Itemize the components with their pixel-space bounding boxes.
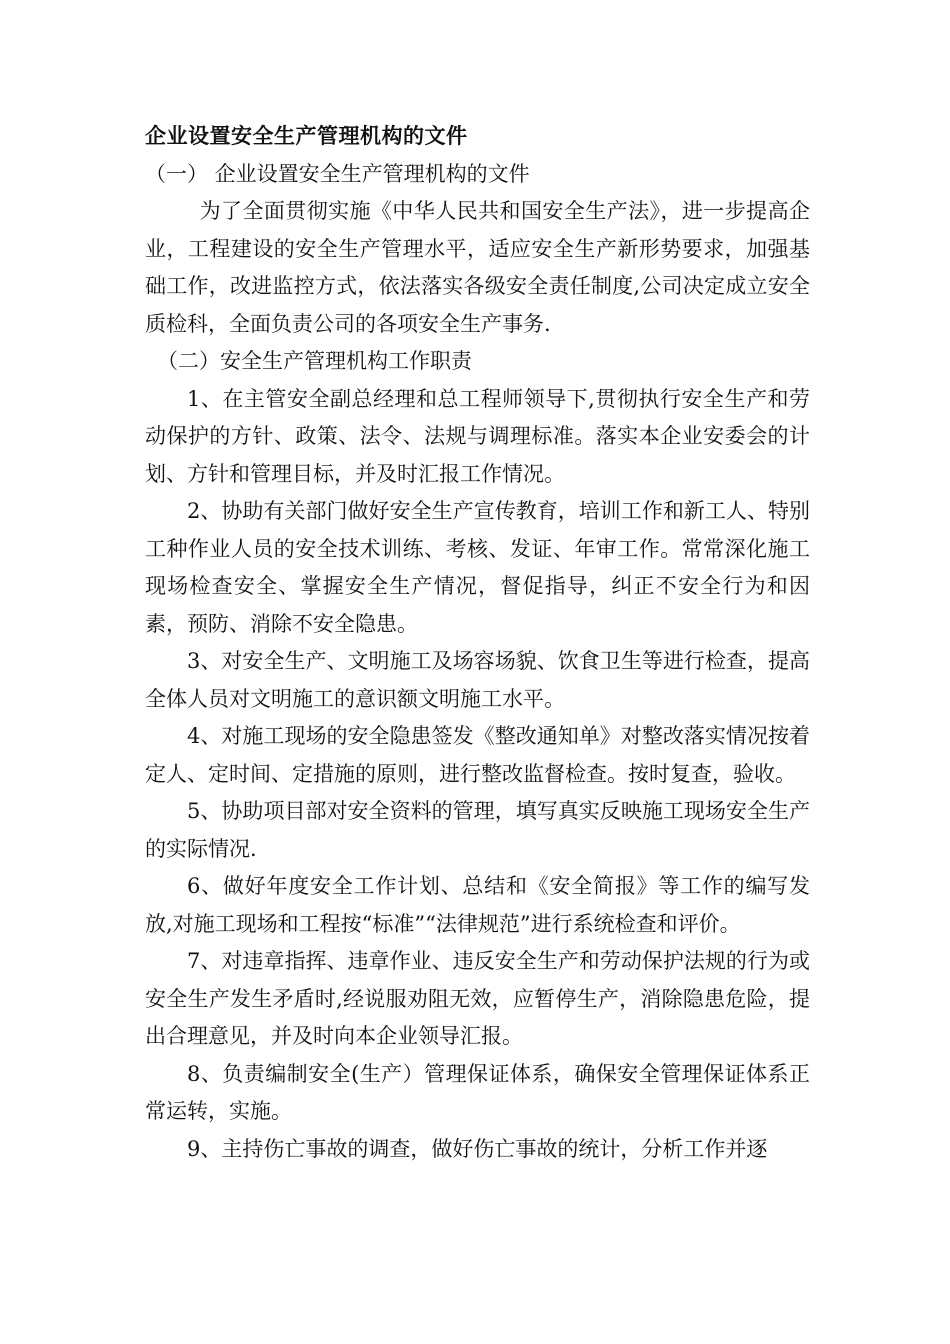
- section-1-paragraph: 为了全面贯彻实施《中华人民共和国安全生产法》，进一步提高企业，工程建设的安全生产管理水平，适应安全生产新形势要求，加强基础工作，改进监控方式，依法落实各级安全责任制度,公司决定成立安全质检科，全面负责公司的各项安全生产事务.: [145, 199, 810, 336]
- duty-item-8: 8、负责编制安全(生产）管理保证体系，确保安全管理保证体系正常运转，实施。: [145, 1061, 810, 1123]
- duty-item-5: 5、协助项目部对安全资料的管理，填写真实反映施工现场安全生产的实际情况.: [145, 799, 810, 861]
- duty-item-9: 9、主持伤亡事故的调查，做好伤亡事故的统计，分析工作并逐: [187, 1136, 768, 1161]
- duty-item-3: 3、对安全生产、文明施工及场容场貌、饮食卫生等进行检查，提高全体人员对文明施工的意识额文明施工水平。: [145, 649, 810, 711]
- section-1-heading: （一） 企业设置安全生产管理机构的文件: [145, 161, 530, 186]
- duty-item-4: 4、对施工现场的安全隐患签发《整改通知单》对整改落实情况按着定人、定时间、定措施的原则，进行整改监督检查。按时复查，验收。: [145, 724, 810, 786]
- section-2-heading: （二）安全生产管理机构工作职责: [157, 349, 472, 373]
- document-page: [145, 118, 810, 1168]
- duty-item-1: 1、在主管安全副总经理和总工程师领导下,贯彻执行安全生产和劳动保护的方针、政策、法令、法规与调理标准。落实本企业安委会的计划、方针和管理目标，并及时汇报工作情况。: [145, 386, 810, 486]
- duty-item-7: 7、对违章指挥、违章作业、违反安全生产和劳动保护法规的行为或安全生产发生矛盾时,经说服劝阻无效，应暂停生产，消除隐患危险，提出合理意见，并及时向本企业领导汇报。: [145, 949, 810, 1048]
- document-title: 企业设置安全生产管理机构的文件: [145, 124, 468, 148]
- duty-item-6: 6、做好年度安全工作计划、总结和《安全简报》等工作的编写发放,对施工现场和工程按“标准”“法律规范”进行系统检查和评价。: [145, 874, 810, 936]
- duty-item-2: 2、协助有关部门做好安全生产宣传教育，培训工作和新工人、特别工种作业人员的安全技术训练、考核、发证、年审工作。常常深化施工现场检查安全、掌握安全生产情况，督促指导，纠正不安全行为和因素，预防、消除不安全隐患。: [145, 499, 810, 636]
